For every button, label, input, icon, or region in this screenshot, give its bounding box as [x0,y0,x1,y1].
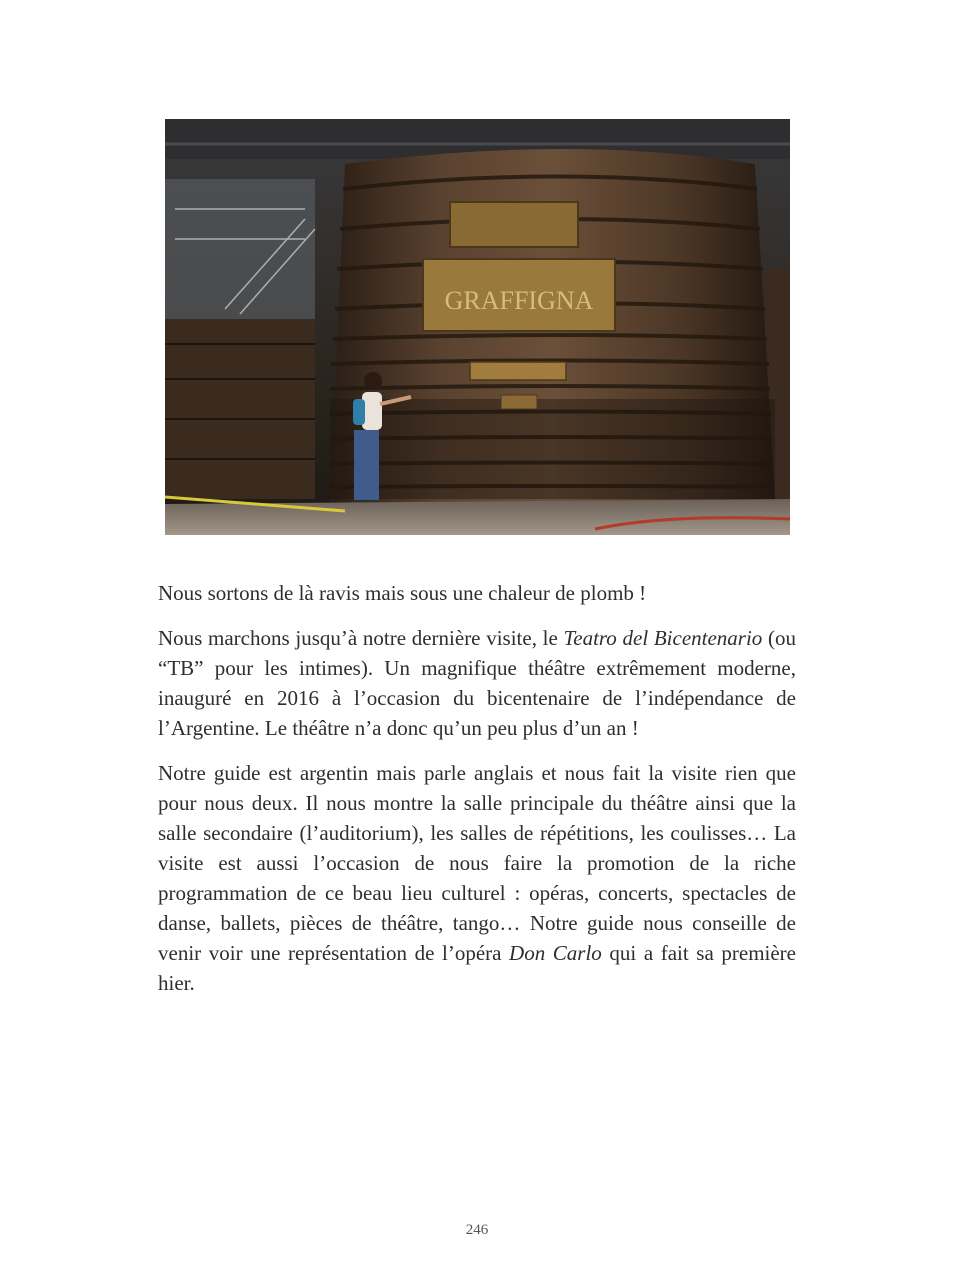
paragraph-2-part-a: Nous marchons jusqu’à notre dernière visite, le [158,626,564,650]
paragraph-3 [158,758,796,998]
paragraph-1: Nous sortons de là ravis mais sous une chaleur de plomb ! [158,581,647,605]
paragraph-3-part-a: Notre guide est argentin mais parle anglais et nous fait la visite rien que pour nous deux. Il nous montre la salle principale du théâtre ainsi que la salle secondaire (l’auditorium), les salles de répétitions, les coulisses… La visite est aussi l’occasion de nous faire la promotion de la riche programmation de ce beau lieu culturel : opéras, concerts, spectacles de danse, ballets, pièces de théâtre, tango… Notre guide nous conseille de venir voir une représentation de l’opéra [158,761,796,965]
theatre-name: Teatro del Bicentenario [563,626,763,650]
opera-name: Don Carlo [509,941,602,965]
paragraph-2 [158,623,796,743]
body-text [158,578,796,1013]
wine-barrel-photo [165,119,790,535]
page-number: 246 [465,1222,489,1238]
paragraph-2-part-b: (ou “TB” pour les intimes). Un magnifique théâtre extrêmement moderne, inauguré en 2016 à l’occasion du bicentenaire de l’indépendance de l’Argentine. Le théâtre n’a donc qu’un peu plus d’un an ! [158,626,796,740]
barrel-sign-text: GRAFFIGNA [444,286,594,315]
paragraph-3-part-b: qui a fait sa première hier. [158,941,796,995]
